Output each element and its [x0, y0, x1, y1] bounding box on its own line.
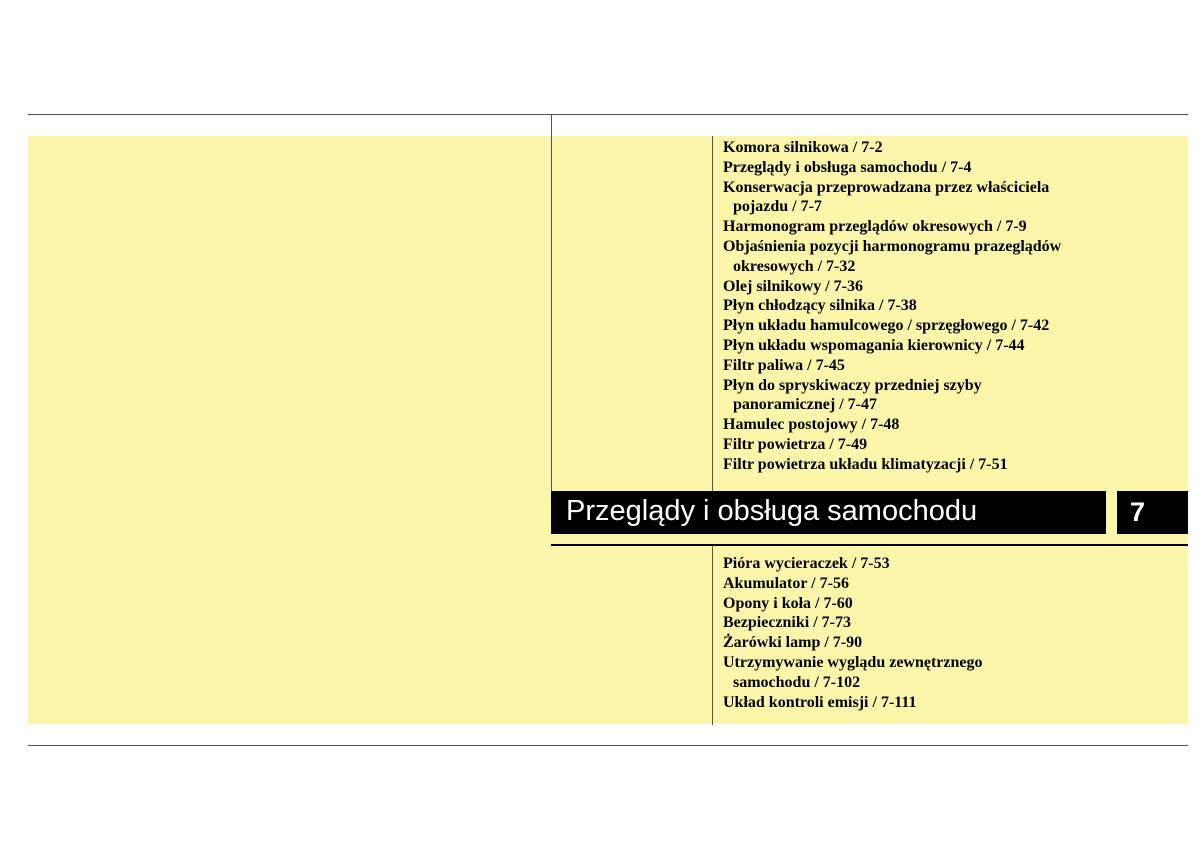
toc-item-title: Filtr powietrza układu klimatyzacji / 7-51	[723, 455, 1008, 473]
toc-item[interactable]	[723, 237, 1061, 277]
toc-item-title: Hamulec postojowy / 7-48	[723, 416, 900, 434]
toc-item[interactable]	[723, 594, 983, 614]
toc-item-title: Płyn chłodzący silnika / 7-38	[723, 297, 917, 315]
toc-item[interactable]	[723, 653, 983, 693]
toc-item-continuation: pojazdu / 7-7	[733, 198, 822, 216]
toc-list-lower	[723, 554, 983, 712]
toc-item-title: Olej silnikowy / 7-36	[723, 277, 864, 295]
toc-item[interactable]	[723, 455, 1061, 475]
toc-item-title: Płyn układu wspomagania kierownicy / 7-44	[723, 336, 1025, 354]
toc-item[interactable]	[723, 158, 1061, 178]
chapter-number-badge: 7	[1117, 491, 1188, 534]
toc-item-continuation: okresowych / 7-32	[733, 257, 856, 275]
toc-item-title: Filtr powietrza / 7-49	[723, 435, 868, 453]
toc-item[interactable]	[723, 574, 983, 594]
toc-item[interactable]	[723, 277, 1061, 297]
toc-item-title: Płyn układu hamulcowego / sprzęgłowego / 7-42	[723, 317, 1050, 335]
toc-item[interactable]	[723, 356, 1061, 376]
toc-item-title: Przeglądy i obsługa samochodu / 7-4	[723, 158, 972, 176]
toc-item-title: Płyn do spryskiwaczy przedniej szyby	[723, 376, 982, 394]
toc-item[interactable]	[723, 178, 1061, 218]
toc-item-title: Konserwacja przeprowadzana przez właściciela	[723, 178, 1050, 196]
toc-item-title: Komora silnikowa / 7-2	[723, 139, 883, 156]
toc-item[interactable]	[723, 376, 1061, 416]
toc-item[interactable]	[723, 633, 983, 653]
toc-item[interactable]	[723, 693, 983, 713]
toc-item-title: Filtr paliwa / 7-45	[723, 356, 845, 374]
toc-item-title: Akumulator / 7-56	[723, 574, 849, 592]
toc-item-title: Utrzymywanie wyglądu zewnętrznego	[723, 653, 983, 671]
toc-item[interactable]	[723, 336, 1061, 356]
toc-item[interactable]	[723, 138, 1061, 158]
toc-item-title: Bezpieczniki / 7-73	[723, 614, 851, 632]
toc-item[interactable]	[723, 217, 1061, 237]
divider-toc-upper	[712, 136, 713, 491]
toc-item-title: Harmonogram przeglądów okresowych / 7-9	[723, 218, 1027, 236]
toc-item[interactable]	[723, 316, 1061, 336]
toc-item-title: Układ kontroli emisji / 7-111	[723, 693, 917, 711]
divider-left-vertical	[551, 115, 552, 491]
toc-item[interactable]	[723, 296, 1061, 316]
bottom-rule	[28, 745, 1188, 746]
toc-item-title: Opony i koła / 7-60	[723, 594, 853, 612]
header-gap	[551, 115, 1188, 136]
toc-item[interactable]	[723, 613, 983, 633]
toc-item-continuation: panoramicznej / 7-47	[733, 396, 877, 414]
toc-item[interactable]	[723, 435, 1061, 455]
title-underline	[551, 544, 1188, 546]
toc-item-title: Pióra wycieraczek / 7-53	[723, 555, 890, 572]
divider-toc-lower	[712, 546, 713, 725]
toc-item[interactable]	[723, 415, 1061, 435]
section-title: Przeglądy i obsługa samochodu	[551, 491, 1106, 534]
toc-item-continuation: samochodu / 7-102	[733, 673, 861, 691]
toc-item[interactable]	[723, 554, 983, 574]
toc-item-title: Objaśnienia pozycji harmonogramu prazeglądów	[723, 237, 1062, 255]
toc-list-upper	[723, 138, 1061, 475]
toc-item-title: Żarówki lamp / 7-90	[723, 634, 863, 652]
